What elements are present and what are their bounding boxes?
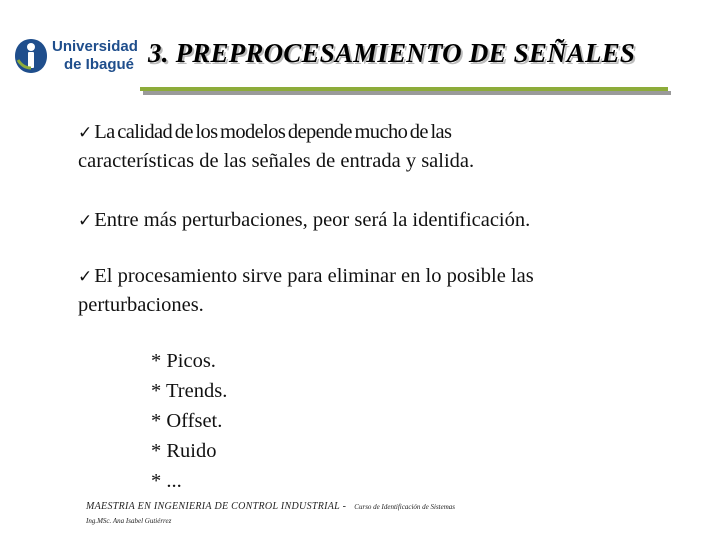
list-item-trends: * Trends. bbox=[151, 380, 228, 402]
checkmark-icon: ✓ bbox=[78, 211, 93, 231]
bullet-text-line1: La calidad de los modelos depende mucho de las bbox=[94, 121, 452, 143]
logo-name-line2: de Ibagué bbox=[64, 56, 135, 73]
footer-author: Ing.MSc. Ana Isabel Gutiérrez bbox=[86, 517, 172, 525]
bullet-processing bbox=[78, 262, 678, 319]
list-item-ruido: * Ruido bbox=[151, 440, 217, 462]
logo-name-line1: Universidad bbox=[52, 38, 138, 55]
university-emblem-icon bbox=[14, 38, 48, 74]
bullet-text-line1: El procesamiento sirve para eliminar en lo posible las bbox=[94, 265, 534, 287]
list-item-picos: * Picos. bbox=[151, 350, 216, 372]
slide-footer bbox=[86, 496, 455, 525]
slide-title: 3. PREPROCESAMIENTO DE SEÑALES bbox=[148, 38, 636, 68]
perturbation-list bbox=[151, 346, 227, 496]
list-item-offset: * Offset. bbox=[151, 410, 223, 432]
bullet-text-line2: perturbaciones. bbox=[78, 294, 204, 316]
title-underline bbox=[140, 87, 668, 91]
bullet-model-quality bbox=[78, 118, 678, 175]
bullet-perturbations bbox=[78, 206, 698, 235]
checkmark-icon: ✓ bbox=[78, 123, 93, 143]
university-logo bbox=[14, 36, 138, 80]
footer-program: MAESTRIA EN INGENIERIA DE CONTROL INDUSTRIAL - bbox=[86, 501, 347, 512]
checkmark-icon: ✓ bbox=[78, 267, 93, 287]
footer-course: Curso de Identificación de Sistemas bbox=[354, 503, 456, 511]
bullet-text-line2: características de las señales de entrada y salida. bbox=[78, 150, 475, 172]
list-item-ellipsis: * ... bbox=[151, 470, 182, 492]
bullet-text: Entre más perturbaciones, peor será la identificación. bbox=[94, 209, 531, 231]
